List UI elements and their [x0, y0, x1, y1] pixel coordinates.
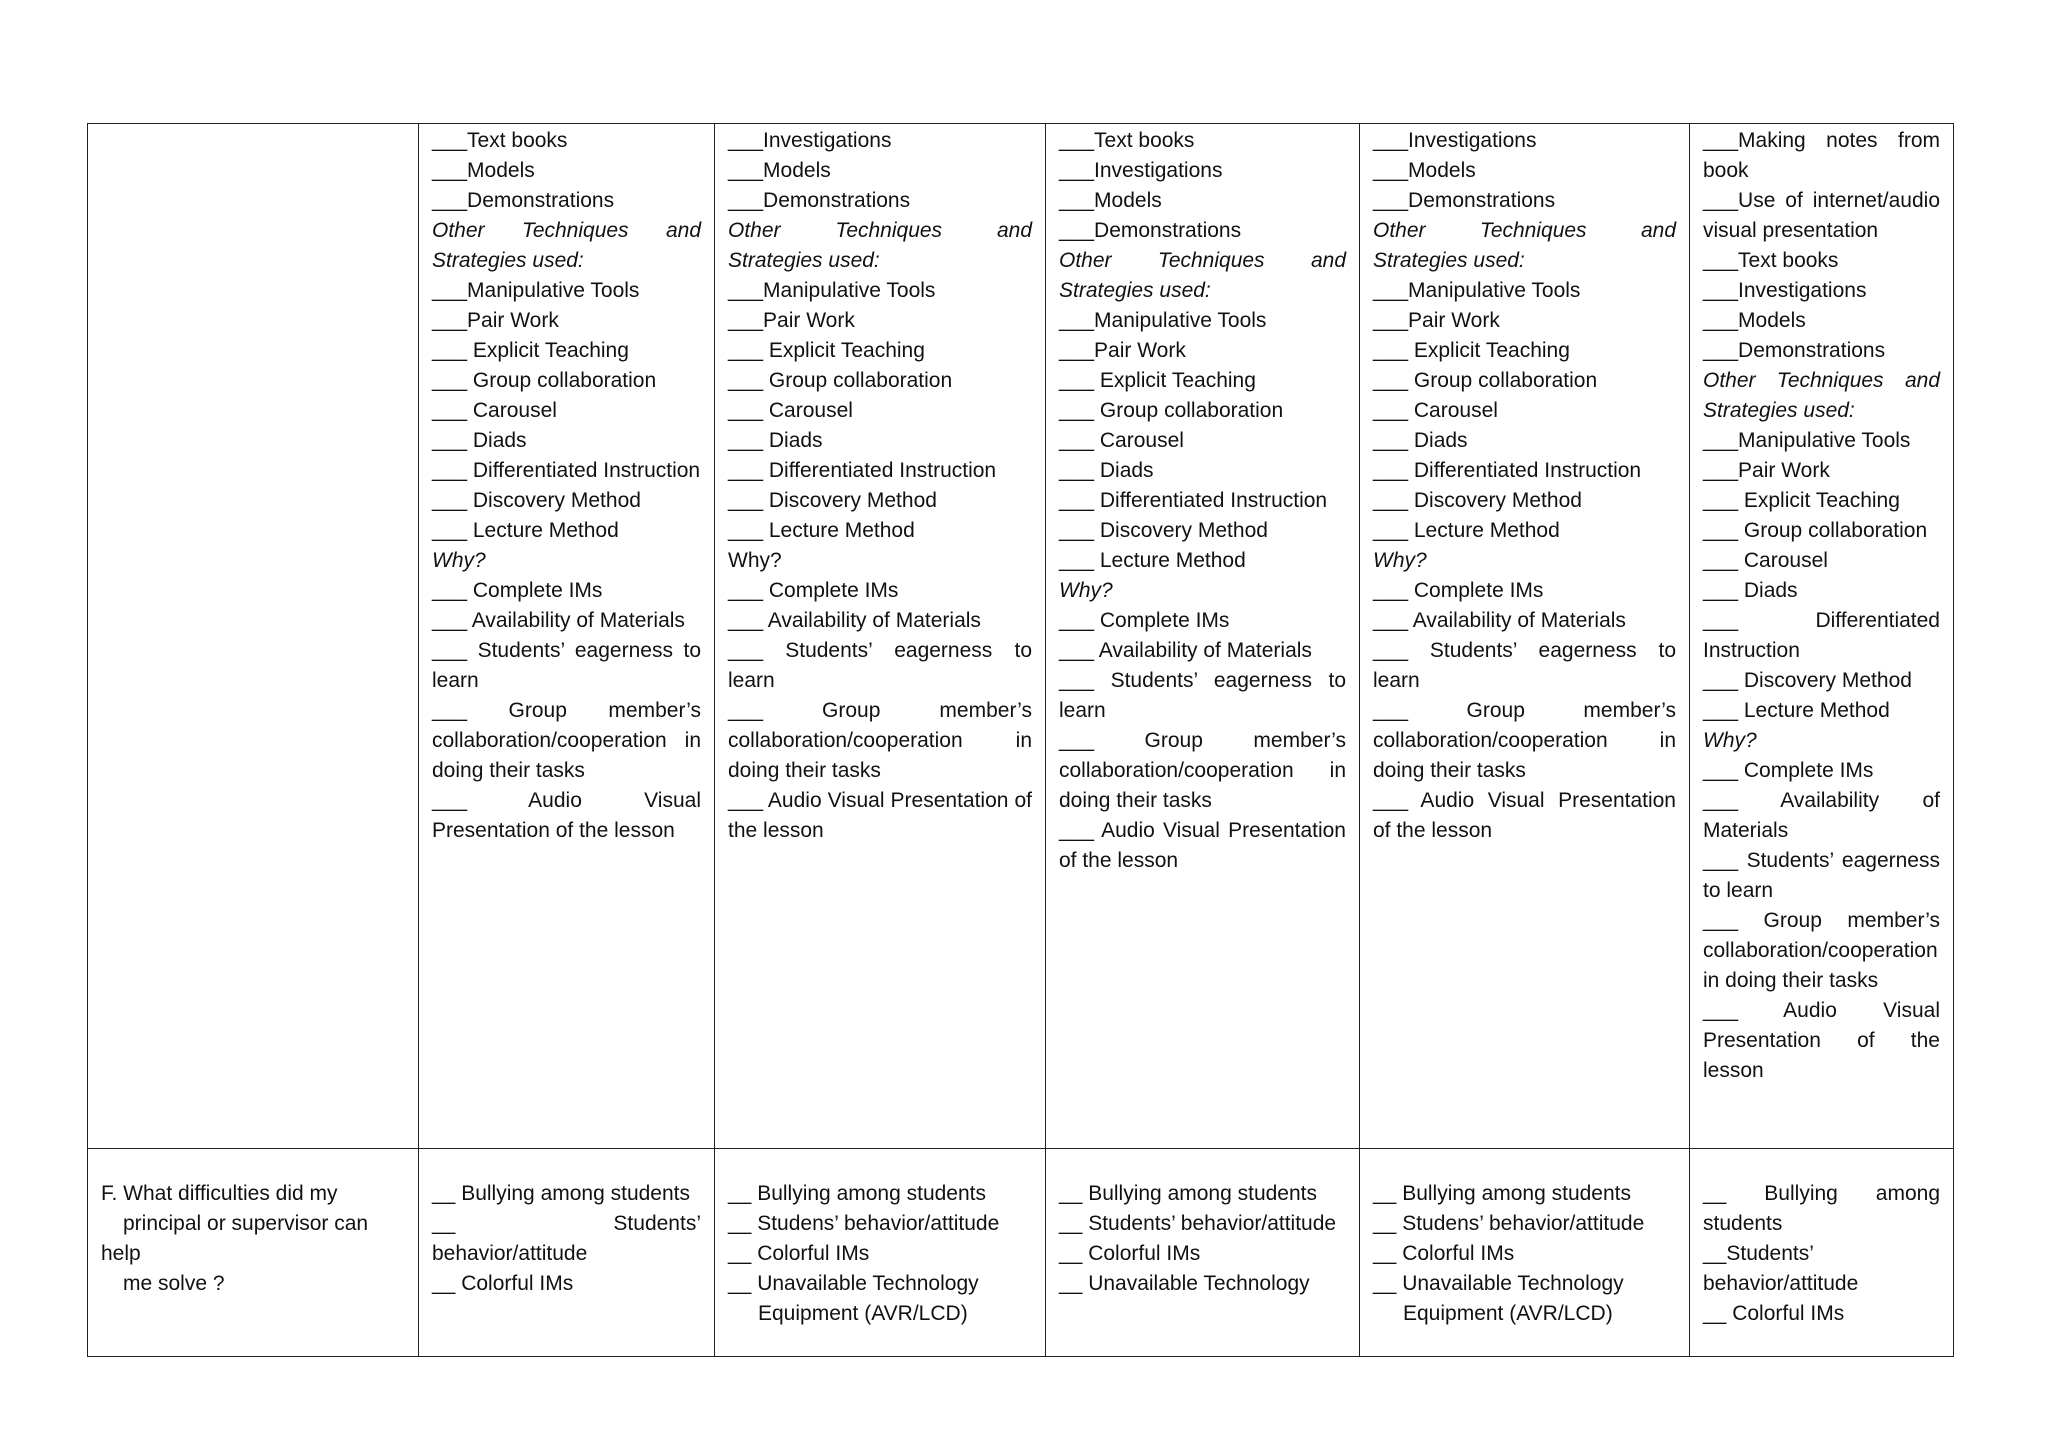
question-line: help: [101, 1242, 141, 1265]
checklist-item: Why?: [1703, 729, 1757, 752]
checklist-item: Other Techniques and Strategies used:: [728, 219, 1032, 272]
checklist-item: ___ Diads: [1059, 459, 1154, 482]
checklist-item: ___Use of internet/audio visual presentation: [1703, 189, 1940, 242]
checklist-item: __ Studens’ behavior/attitude: [1373, 1212, 1645, 1235]
checklist-item: ___ Group member’s collaboration/cooperation in doing their tasks: [1059, 729, 1346, 812]
checklist-item: ___ Carousel: [432, 399, 557, 422]
checklist-item: ___ Availability of Materials: [1059, 639, 1312, 662]
checklist-item: ___ Discovery Method: [728, 489, 937, 512]
checklist-item: __ Bullying among students: [1703, 1182, 1940, 1235]
difficulties-question-cell: [88, 1149, 419, 1357]
checklist-item: ___Investigations: [1703, 279, 1867, 302]
checklist-item: ___ Audio Visual Presentation of the lesson: [728, 789, 1032, 842]
checklist-item: __ Students’ behavior/attitude: [432, 1212, 701, 1265]
checklist-item: __ Unavailable Technology: [1373, 1272, 1624, 1295]
checklist-item: __ Colorful IMs: [1703, 1302, 1845, 1325]
checklist-item: ___ Differentiated Instruction: [432, 459, 701, 482]
checklist-item: ___Manipulative Tools: [728, 279, 936, 302]
checklist-item: ___Text books: [432, 129, 568, 152]
checklist-item: ___ Discovery Method: [1703, 669, 1912, 692]
checklist-item: __ Colorful IMs: [1373, 1242, 1515, 1265]
checklist-item: ___ Lecture Method: [1703, 699, 1890, 722]
checklist-item: ___ Group collaboration: [1059, 399, 1284, 422]
checklist-item: ___ Audio Visual Presentation of the lesson: [1703, 999, 1940, 1082]
difficulties-cell: [1690, 1149, 1954, 1357]
checklist-item: Why?: [728, 549, 782, 572]
checklist-item: ___Pair Work: [728, 309, 855, 332]
checklist-item: ___ Explicit Teaching: [1703, 489, 1900, 512]
checklist-item: ___ Diads: [1373, 429, 1468, 452]
checklist-item: ___Investigations: [728, 129, 892, 152]
question-line: F. What difficulties did my: [101, 1182, 338, 1205]
checklist-item: ___ Students’ eagerness to learn: [432, 639, 701, 692]
checklist-item: ___ Complete IMs: [728, 579, 899, 602]
checklist-item: Other Techniques and Strategies used:: [1059, 249, 1346, 302]
checklist-item: ___Demonstrations: [1059, 219, 1242, 242]
checklist-item: ___ Carousel: [1703, 549, 1828, 572]
checklist-item: Why?: [1059, 579, 1113, 602]
checklist-item: __Students’ behavior/attitude: [1703, 1242, 1859, 1295]
difficulties-cell: [1360, 1149, 1690, 1357]
checklist-item: ___ Complete IMs: [1059, 609, 1230, 632]
checklist-item: ___ Explicit Teaching: [432, 339, 629, 362]
checklist-item: ___ Group collaboration: [432, 369, 657, 392]
checklist-item: ___ Availability of Materials: [432, 609, 685, 632]
checklist-item: ___ Group collaboration: [1373, 369, 1598, 392]
checklist-item: ___Pair Work: [1703, 459, 1830, 482]
strategies-cell: [715, 124, 1046, 1149]
checklist-item: ___ Diads: [728, 429, 823, 452]
checklist-item: Other Techniques and Strategies used:: [1373, 219, 1676, 272]
checklist-item: ___Pair Work: [1059, 339, 1186, 362]
checklist-item: ___Pair Work: [432, 309, 559, 332]
checklist-item: __ Unavailable Technology: [728, 1272, 979, 1295]
checklist-item: __ Bullying among students: [1059, 1182, 1317, 1205]
strategies-cell: [1360, 124, 1690, 1149]
checklist-item: ___ Carousel: [728, 399, 853, 422]
checklist-item: ___Manipulative Tools: [1703, 429, 1911, 452]
checklist-item: ___ Diads: [1703, 579, 1798, 602]
checklist-item: ___ Availability of Materials: [1373, 609, 1626, 632]
checklist-item: ___Models: [1703, 309, 1806, 332]
checklist-item: ___Demonstrations: [432, 189, 615, 212]
difficulties-cell: [419, 1149, 715, 1357]
checklist-item: ___ Students’ eagerness to learn: [1373, 639, 1676, 692]
checklist-item: __ Colorful IMs: [432, 1272, 574, 1295]
checklist-item: __ Bullying among students: [1373, 1182, 1631, 1205]
checklist-item: ___ Students’ eagerness to learn: [1703, 849, 1940, 902]
checklist-item: ___ Complete IMs: [1703, 759, 1874, 782]
checklist-item: ___ Explicit Teaching: [1373, 339, 1570, 362]
checklist-item: ___ Group member’s collaboration/cooperation in doing their tasks: [432, 699, 701, 782]
checklist-item: Equipment (AVR/LCD): [758, 1302, 968, 1325]
checklist-item: Why?: [432, 549, 486, 572]
difficulties-cell: [715, 1149, 1046, 1357]
checklist-item: ___ Group member’s collaboration/cooperation in doing their tasks: [1373, 699, 1676, 782]
checklist-item: ___ Audio Visual Presentation of the lesson: [1373, 789, 1676, 842]
checklist-item: ___ Differentiated Instruction: [1703, 609, 1940, 662]
checklist-item: ___Manipulative Tools: [1373, 279, 1581, 302]
checklist-item: ___ Carousel: [1059, 429, 1184, 452]
checklist-item: ___Text books: [1059, 129, 1195, 152]
strategies-cell: [1690, 124, 1954, 1149]
checklist-item: ___Demonstrations: [728, 189, 911, 212]
checklist-item: ___Investigations: [1059, 159, 1223, 182]
checklist-item: ___ Availability of Materials: [1703, 789, 1940, 842]
checklist-item: ___Making notes from book: [1703, 129, 1940, 182]
checklist-item: ___Models: [728, 159, 831, 182]
question-line: principal or supervisor can: [123, 1212, 369, 1235]
checklist-item: ___ Diads: [432, 429, 527, 452]
checklist-item: ___ Carousel: [1373, 399, 1498, 422]
strategies-cell: [1046, 124, 1360, 1149]
dll-table: [87, 123, 1954, 1357]
checklist-item: ___ Lecture Method: [728, 519, 915, 542]
checklist-item: ___ Availability of Materials: [728, 609, 981, 632]
checklist-item: ___ Audio Visual Presentation of the lesson: [432, 789, 701, 842]
checklist-item: __ Bullying among students: [728, 1182, 986, 1205]
checklist-item: ___Investigations: [1373, 129, 1537, 152]
strategies-row: [88, 124, 1954, 1149]
checklist-item: __ Colorful IMs: [728, 1242, 870, 1265]
checklist-item: ___ Students’ eagerness to learn: [1059, 669, 1346, 722]
checklist-item: ___ Differentiated Instruction: [1059, 489, 1328, 512]
checklist-item: ___ Explicit Teaching: [728, 339, 925, 362]
checklist-item: __ Studens’ behavior/attitude: [728, 1212, 1000, 1235]
checklist-item: ___ Differentiated Instruction: [1373, 459, 1642, 482]
strategies-cell: [419, 124, 715, 1149]
checklist-item: Other Techniques and Strategies used:: [1703, 369, 1940, 422]
difficulties-row: [88, 1149, 1954, 1357]
checklist-item: ___ Complete IMs: [1373, 579, 1544, 602]
checklist-item: __ Unavailable Technology: [1059, 1272, 1310, 1295]
checklist-item: ___Models: [1373, 159, 1476, 182]
checklist-item: ___Models: [432, 159, 535, 182]
difficulties-cell: [1046, 1149, 1360, 1357]
checklist-item: ___ Differentiated Instruction: [728, 459, 997, 482]
checklist-item: Other Techniques and Strategies used:: [432, 219, 701, 272]
checklist-item: ___ Discovery Method: [1059, 519, 1268, 542]
checklist-item: ___Pair Work: [1373, 309, 1500, 332]
checklist-item: ___Manipulative Tools: [432, 279, 640, 302]
checklist-item: ___ Discovery Method: [432, 489, 641, 512]
checklist-item: ___ Students’ eagerness to learn: [728, 639, 1032, 692]
checklist-item: ___Models: [1059, 189, 1162, 212]
checklist-item: ___ Lecture Method: [1373, 519, 1560, 542]
checklist-item: ___ Discovery Method: [1373, 489, 1582, 512]
checklist-item: __ Colorful IMs: [1059, 1242, 1201, 1265]
checklist-item: Equipment (AVR/LCD): [1403, 1302, 1613, 1325]
checklist-item: ___ Group collaboration: [728, 369, 953, 392]
checklist-item: ___ Lecture Method: [432, 519, 619, 542]
checklist-item: ___ Complete IMs: [432, 579, 603, 602]
checklist-item: ___Text books: [1703, 249, 1839, 272]
checklist-item: __ Bullying among students: [432, 1182, 690, 1205]
strategies-label-cell: [88, 124, 419, 1149]
checklist-item: Why?: [1373, 549, 1427, 572]
checklist-item: ___ Group member’s collaboration/cooperation in doing their tasks: [1703, 909, 1940, 992]
checklist-item: ___Demonstrations: [1373, 189, 1556, 212]
question-line: me solve ?: [123, 1272, 225, 1295]
checklist-item: ___Manipulative Tools: [1059, 309, 1267, 332]
checklist-item: __ Students’ behavior/attitude: [1059, 1212, 1337, 1235]
checklist-item: ___ Lecture Method: [1059, 549, 1246, 572]
checklist-item: ___ Group member’s collaboration/cooperation in doing their tasks: [728, 699, 1032, 782]
checklist-item: ___ Group collaboration: [1703, 519, 1928, 542]
checklist-item: ___Demonstrations: [1703, 339, 1886, 362]
checklist-item: ___ Audio Visual Presentation of the lesson: [1059, 819, 1346, 872]
checklist-item: ___ Explicit Teaching: [1059, 369, 1256, 392]
